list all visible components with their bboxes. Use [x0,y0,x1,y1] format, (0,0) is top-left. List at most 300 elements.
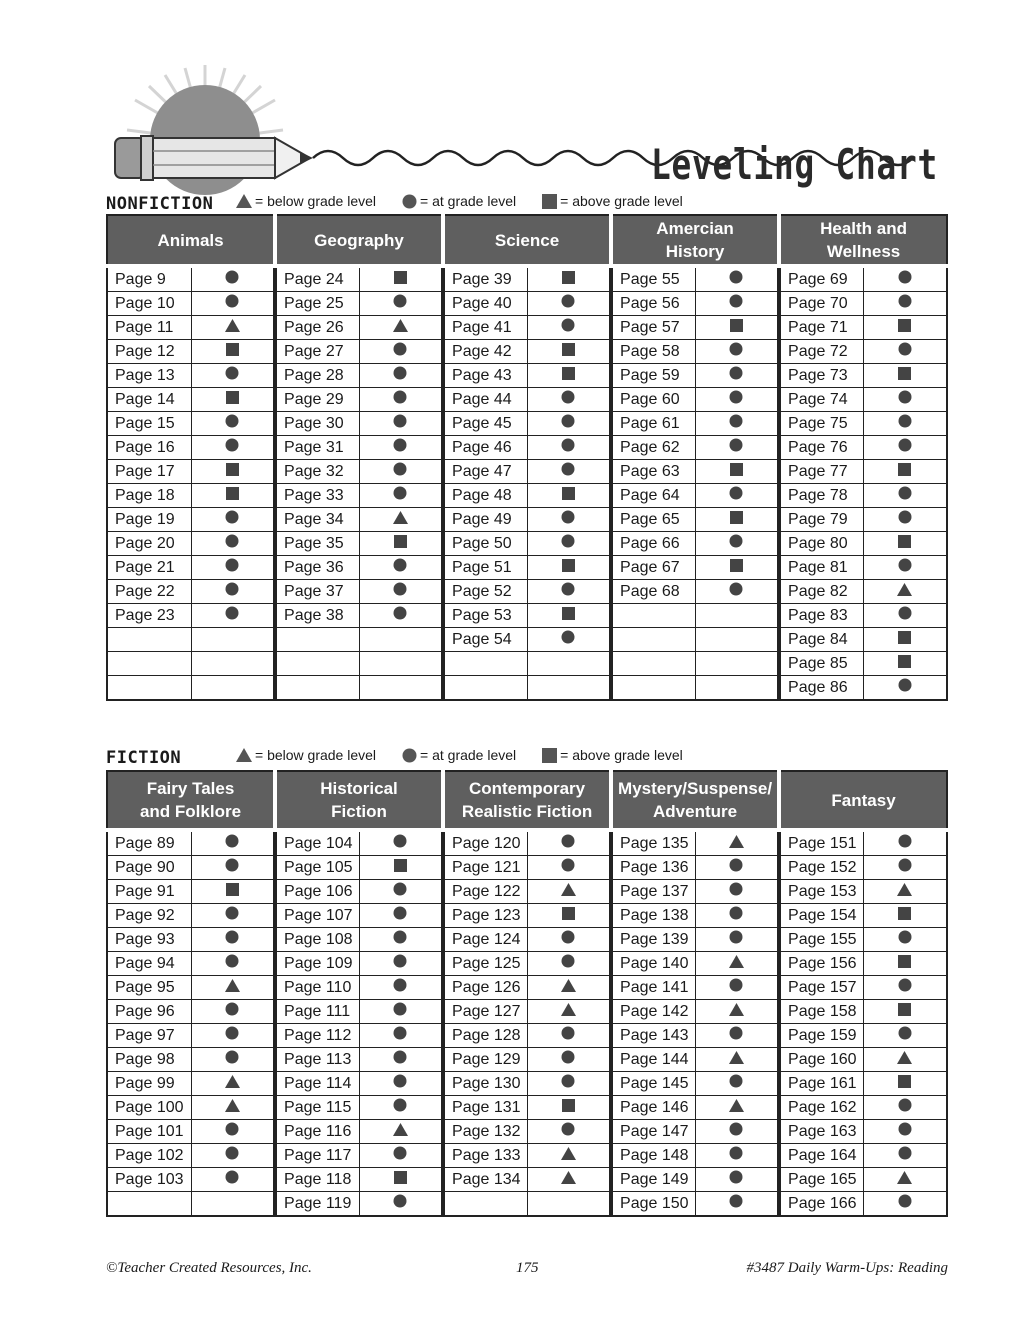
level-mark-cell [359,556,443,580]
circle-icon [393,954,407,968]
page-cell: Page 29 [275,388,359,412]
level-mark-cell [695,1168,779,1192]
page-cell: Page 164 [779,1144,863,1168]
circle-icon [561,510,575,524]
page-cell: Page 99 [107,1072,191,1096]
circle-icon [393,558,407,572]
page-cell: Page 111 [275,1000,359,1024]
page-cell: Page 157 [779,976,863,1000]
circle-icon [225,534,239,548]
level-mark-cell [359,316,443,340]
page-cell: Page 19 [107,508,191,532]
level-mark-cell [695,436,779,460]
page-cell: Page 86 [779,676,863,701]
page-cell: Page 131 [443,1096,527,1120]
page-cell: Page 89 [107,830,191,856]
page-cell [275,628,359,652]
legend-above-text: = above grade level [560,193,683,209]
page-cell: Page 113 [275,1048,359,1072]
page-cell: Page 145 [611,1072,695,1096]
table-row [107,316,947,340]
level-mark-cell [191,880,275,904]
circle-icon [402,748,417,763]
circle-icon [561,630,575,644]
level-mark-cell [695,340,779,364]
page-cell: Page 129 [443,1048,527,1072]
square-icon [226,487,239,500]
level-mark-cell [863,580,947,604]
level-mark-cell [359,1168,443,1192]
square-icon [394,271,407,284]
level-mark-cell [359,508,443,532]
level-mark-cell [863,652,947,676]
triangle-icon [225,319,240,332]
circle-icon [898,270,912,284]
level-mark-cell [191,556,275,580]
triangle-icon [225,1099,240,1112]
table-row [107,830,947,856]
circle-icon [729,486,743,500]
triangle-icon [561,979,576,992]
circle-icon [225,270,239,284]
level-mark-cell [863,1024,947,1048]
page-cell: Page 62 [611,436,695,460]
level-mark-cell [527,628,611,652]
level-mark-cell [359,1192,443,1217]
circle-icon [561,1122,575,1136]
level-mark-cell [359,1024,443,1048]
level-mark-cell [359,1096,443,1120]
table-row [107,1144,947,1168]
page-cell: Page 133 [443,1144,527,1168]
level-mark-cell [863,880,947,904]
table-row [107,1048,947,1072]
circle-icon [225,606,239,620]
level-mark-cell [191,976,275,1000]
level-mark-cell [191,904,275,928]
page-cell: Page 85 [779,652,863,676]
triangle-icon [729,955,744,968]
square-icon [730,463,743,476]
page-cell: Page 69 [779,266,863,292]
level-mark-cell [359,1072,443,1096]
page-cell: Page 109 [275,952,359,976]
square-icon [542,748,557,763]
page-cell: Page 71 [779,316,863,340]
page-cell: Page 51 [443,556,527,580]
level-mark-cell [191,340,275,364]
page-cell: Page 77 [779,460,863,484]
circle-icon [225,834,239,848]
legend-at [402,193,516,209]
page-cell: Page 93 [107,928,191,952]
circle-icon [898,342,912,356]
column-header [443,771,611,830]
table-row [107,856,947,880]
circle-icon [561,390,575,404]
page-cell [107,1192,191,1217]
table-row [107,1192,947,1217]
column-header [611,215,779,266]
square-icon [226,343,239,356]
level-mark-cell [527,316,611,340]
square-icon [226,883,239,896]
level-mark-cell [695,1048,779,1072]
circle-icon [393,1194,407,1208]
circle-icon [225,510,239,524]
circle-icon [393,582,407,596]
circle-icon [561,1050,575,1064]
page-cell: Page 25 [275,292,359,316]
circle-icon [898,834,912,848]
level-mark-cell [863,1120,947,1144]
circle-icon [561,954,575,968]
circle-icon [225,858,239,872]
level-mark-cell [863,1096,947,1120]
table-row [107,1024,947,1048]
level-mark-cell [863,556,947,580]
circle-icon [225,930,239,944]
circle-icon [898,510,912,524]
page-cell: Page 76 [779,436,863,460]
level-mark-cell [191,652,275,676]
level-mark-cell [359,676,443,701]
level-mark-cell [191,1144,275,1168]
page-cell: Page 20 [107,532,191,556]
circle-icon [729,342,743,356]
page-cell: Page 16 [107,436,191,460]
column-header [107,215,275,266]
level-mark-cell [359,1048,443,1072]
triangle-icon [897,883,912,896]
circle-icon [729,534,743,548]
page-cell: Page 151 [779,830,863,856]
level-mark-cell [527,364,611,388]
column-header-line: Animals [157,230,224,250]
page-cell: Page 140 [611,952,695,976]
page-cell: Page 134 [443,1168,527,1192]
level-mark-cell [191,1024,275,1048]
circle-icon [225,558,239,572]
page-cell: Page 59 [611,364,695,388]
page-cell: Page 44 [443,388,527,412]
page-cell: Page 118 [275,1168,359,1192]
page-cell: Page 104 [275,830,359,856]
table-row [107,532,947,556]
level-mark-cell [191,952,275,976]
square-icon [562,271,575,284]
page-cell [611,628,695,652]
page-cell: Page 84 [779,628,863,652]
square-icon [898,655,911,668]
page-cell: Page 136 [611,856,695,880]
page-cell: Page 64 [611,484,695,508]
level-mark-cell [695,604,779,628]
page-cell: Page 82 [779,580,863,604]
circle-icon [225,1122,239,1136]
page-cell: Page 156 [779,952,863,976]
level-mark-cell [527,1144,611,1168]
page-cell: Page 149 [611,1168,695,1192]
level-mark-cell [695,1096,779,1120]
circle-icon [225,1170,239,1184]
page-cell: Page 146 [611,1096,695,1120]
table-row [107,1168,947,1192]
triangle-icon [561,1147,576,1160]
triangle-icon [729,1051,744,1064]
circle-icon [393,882,407,896]
page-cell: Page 110 [275,976,359,1000]
page-cell [275,676,359,701]
triangle-icon [897,1171,912,1184]
level-mark-cell [527,1096,611,1120]
level-mark-cell [191,412,275,436]
legend-at-text: = at grade level [420,193,517,209]
triangle-icon [393,511,408,524]
circle-icon [729,414,743,428]
circle-icon [729,1170,743,1184]
square-icon [542,194,557,209]
circle-icon [393,906,407,920]
square-icon [898,631,911,644]
page-cell: Page 57 [611,316,695,340]
page-cell: Page 67 [611,556,695,580]
page-cell: Page 23 [107,604,191,628]
level-mark-cell [695,628,779,652]
level-mark-cell [191,580,275,604]
level-mark-cell [695,1072,779,1096]
page-cell: Page 54 [443,628,527,652]
circle-icon [225,438,239,452]
page-cell: Page 47 [443,460,527,484]
page-cell: Page 128 [443,1024,527,1048]
table-row [107,556,947,580]
legend [236,747,709,763]
circle-icon [729,1026,743,1040]
circle-icon [393,462,407,476]
circle-icon [561,462,575,476]
circle-icon [225,294,239,308]
nonfiction-table [106,214,948,701]
level-mark-cell [527,266,611,292]
triangle-icon [561,1003,576,1016]
triangle-icon [897,1051,912,1064]
table-row [107,388,947,412]
page-cell: Page 119 [275,1192,359,1217]
level-mark-cell [863,1192,947,1217]
level-mark-cell [863,676,947,701]
square-icon [898,955,911,968]
level-mark-cell [527,556,611,580]
page-cell: Page 28 [275,364,359,388]
circle-icon [729,930,743,944]
circle-icon [225,582,239,596]
circle-icon [393,1050,407,1064]
circle-icon [393,1026,407,1040]
column-header-line: Contemporary [468,779,586,798]
level-mark-cell [527,1024,611,1048]
column-header [779,215,947,266]
page-cell: Page 43 [443,364,527,388]
level-mark-cell [695,484,779,508]
circle-icon [729,390,743,404]
table-row [107,292,947,316]
level-mark-cell [527,652,611,676]
column-header-line: Wellness [826,242,901,261]
page-cell: Page 60 [611,388,695,412]
column-header-line: Health and [820,219,907,238]
square-icon [562,1099,575,1112]
level-mark-cell [863,904,947,928]
level-mark-cell [863,1072,947,1096]
page-cell: Page 112 [275,1024,359,1048]
triangle-icon [236,748,252,762]
circle-icon [898,1122,912,1136]
page-cell: Page 95 [107,976,191,1000]
page-cell: Page 124 [443,928,527,952]
table-row [107,628,947,652]
page-cell: Page 121 [443,856,527,880]
level-mark-cell [695,266,779,292]
circle-icon [898,294,912,308]
table-row [107,1000,947,1024]
level-mark-cell [359,952,443,976]
triangle-icon [729,1099,744,1112]
level-mark-cell [191,928,275,952]
column-header [275,215,443,266]
square-icon [226,391,239,404]
circle-icon [393,486,407,500]
page-cell: Page 17 [107,460,191,484]
page-cell: Page 50 [443,532,527,556]
level-mark-cell [359,1120,443,1144]
level-mark-cell [695,412,779,436]
level-mark-cell [191,436,275,460]
circle-icon [729,906,743,920]
level-mark-cell [695,904,779,928]
table-row [107,436,947,460]
column-header-line: Adventure [653,802,738,821]
page-cell: Page 97 [107,1024,191,1048]
circle-icon [898,1026,912,1040]
level-mark-cell [527,952,611,976]
circle-icon [898,930,912,944]
level-mark-cell [695,532,779,556]
circle-icon [393,414,407,428]
level-mark-cell [863,928,947,952]
circle-icon [393,1002,407,1016]
circle-icon [729,294,743,308]
page-cell: Page 34 [275,508,359,532]
circle-icon [561,318,575,332]
page-cell: Page 21 [107,556,191,580]
circle-icon [393,294,407,308]
level-mark-cell [359,1000,443,1024]
circle-icon [225,366,239,380]
level-mark-cell [863,388,947,412]
level-mark-cell [359,652,443,676]
level-mark-cell [695,556,779,580]
circle-icon [898,606,912,620]
level-mark-cell [359,484,443,508]
circle-icon [561,858,575,872]
page-cell: Page 141 [611,976,695,1000]
circle-icon [225,906,239,920]
level-mark-cell [191,266,275,292]
square-icon [394,859,407,872]
level-mark-cell [527,676,611,701]
level-mark-cell [695,460,779,484]
page-cell: Page 24 [275,266,359,292]
page-cell: Page 102 [107,1144,191,1168]
page-cell: Page 91 [107,880,191,904]
level-mark-cell [527,388,611,412]
legend-below [236,747,376,763]
page-cell: Page 162 [779,1096,863,1120]
level-mark-cell [359,580,443,604]
page-cell [443,1192,527,1217]
table-row [107,412,947,436]
square-icon [562,343,575,356]
page-cell: Page 37 [275,580,359,604]
page-cell: Page 152 [779,856,863,880]
page-cell: Page 30 [275,412,359,436]
circle-icon [561,834,575,848]
level-mark-cell [863,340,947,364]
page-cell: Page 148 [611,1144,695,1168]
level-mark-cell [359,880,443,904]
circle-icon [898,558,912,572]
column-header-line: Fairy Tales [146,779,235,798]
page-cell: Page 48 [443,484,527,508]
level-mark-cell [359,436,443,460]
level-mark-cell [527,856,611,880]
level-mark-cell [863,266,947,292]
column-header-line: Fantasy [831,790,896,810]
circle-icon [898,1194,912,1208]
level-mark-cell [527,1192,611,1217]
page-cell: Page 79 [779,508,863,532]
table-row [107,1072,947,1096]
level-mark-cell [359,904,443,928]
square-icon [898,463,911,476]
level-mark-cell [191,364,275,388]
legend-above-text: = above grade level [560,747,683,763]
circle-icon [393,438,407,452]
level-mark-cell [527,412,611,436]
page-cell: Page 165 [779,1168,863,1192]
table-row [107,904,947,928]
level-mark-cell [527,292,611,316]
page-cell: Page 53 [443,604,527,628]
square-icon [562,367,575,380]
page-cell: Page 31 [275,436,359,460]
legend-below-text: = below grade level [255,193,377,209]
level-mark-cell [191,604,275,628]
legend-above [542,193,683,209]
level-mark-cell [359,532,443,556]
level-mark-cell [695,1120,779,1144]
circle-icon [729,1146,743,1160]
level-mark-cell [191,532,275,556]
page-cell: Page 26 [275,316,359,340]
level-mark-cell [695,1192,779,1217]
level-mark-cell [527,460,611,484]
page-cell: Page 132 [443,1120,527,1144]
circle-icon [729,1194,743,1208]
page-cell: Page 154 [779,904,863,928]
level-mark-cell [191,1072,275,1096]
